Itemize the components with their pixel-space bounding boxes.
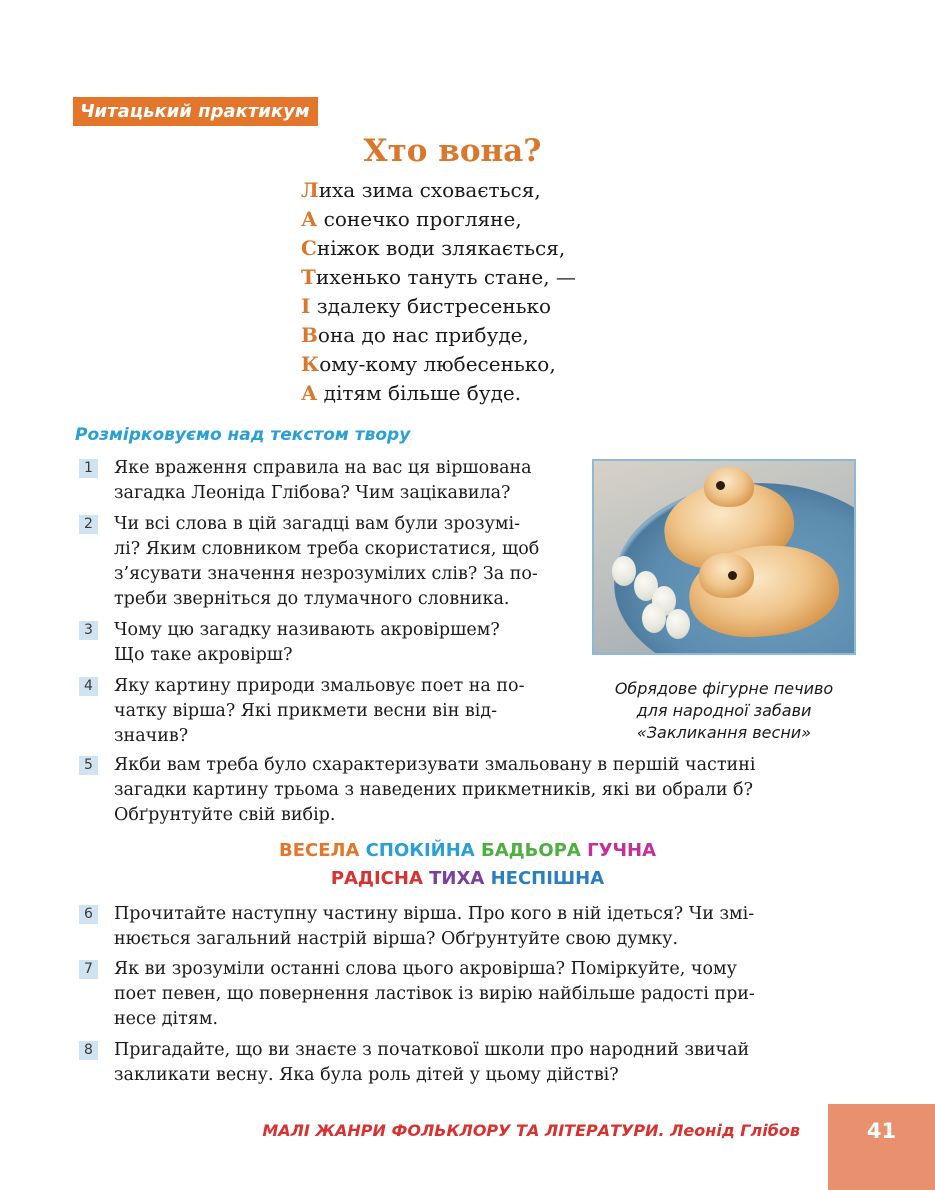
poem (301, 176, 576, 408)
question-number: 2 (79, 515, 98, 534)
adjectives-row (0, 840, 935, 861)
bird-cookie-head (699, 553, 754, 598)
question-number: 1 (79, 459, 98, 478)
section-subheading: Розмірковуємо над текстом твору (75, 425, 411, 445)
question-text: Прочитайте наступну частину вірша. Про кого в ній ідеться? Чи змі- нюється загальний настрій вірша? Обґрунтуйте свою думку. (114, 904, 755, 949)
question-text: Яке враження справила на вас ця віршована загадка Леоніда Глібова? Чим зацікавила? (114, 458, 532, 503)
adjective-word: СПОКІЙНА (365, 840, 475, 861)
question-number: 6 (79, 905, 98, 924)
question-text: Якби вам треба було схарактеризувати змальовану в першій частині загадки картину трьома з наведених прикметників, які ви обрали б? Обґрунтуйте свій вибір. (114, 755, 756, 825)
page-number: 41 (828, 1104, 935, 1190)
poem-line: Тихенько тануть стане, — (301, 265, 576, 289)
adjectives-row (0, 868, 935, 889)
cookies-photo (592, 459, 856, 655)
cookie-eye (728, 571, 737, 580)
photo-caption: Обрядове фігурне печиво для народної забави «Закликання весни» (614, 679, 834, 742)
question-number: 4 (79, 677, 98, 696)
adjective-word: НЕСПІШНА (490, 868, 605, 889)
poem-line: Кому-кому любесенько, (301, 352, 556, 376)
adjective-word: ВЕСЕЛА (278, 840, 360, 861)
poem-title: Хто вона? (363, 133, 542, 169)
question-text: Яку картину природи змальовує поет на по- чатку вірша? Які прикмети весни він від- значив? (114, 676, 525, 746)
poem-line: А сонечко прогляне, (301, 207, 522, 231)
question-number: 8 (79, 1041, 98, 1060)
section-tag: Читацький практикум (73, 97, 318, 126)
question-text: Чи всі слова в цій загадці вам були зрозумі- лі? Яким словником треба скористатися, щоб з’ясувати значення незрозумілих слів? За по- треби зверніться до тлумачного словника. (114, 514, 540, 609)
question-text: Як ви зрозуміли останні слова цього акровірша? Поміркуйте, чому поет певен, що повернення ластівок із вирію найбільше радості при- несе дітям. (114, 959, 755, 1029)
adjective-word: ГУЧНА (587, 840, 656, 861)
poem-line: Лиха зима сховається, (301, 178, 541, 202)
quail-egg (612, 556, 636, 586)
bird-cookie-head (704, 467, 754, 507)
quail-egg (642, 603, 666, 633)
poem-line: Вона до нас прибуде, (301, 323, 529, 347)
poem-line: І здалеку бистресенько (301, 294, 552, 318)
cookie-eye (716, 481, 725, 490)
question-number: 3 (79, 621, 98, 640)
question-number: 7 (79, 960, 98, 979)
poem-line: Сніжок води злякається, (301, 236, 566, 260)
footer-running-title: МАЛІ ЖАНРИ ФОЛЬКЛОРУ ТА ЛІТЕРАТУРИ. Леонід Глібов (262, 1121, 800, 1140)
question-number: 5 (79, 756, 98, 775)
poem-line: А дітям більше буде. (301, 381, 522, 405)
question-text: Пригадайте, що ви знаєте з початкової школи про народний звичай закликати весну. Яка була роль дітей у цьому дійстві? (114, 1040, 750, 1085)
question-text: Чому цю загадку називають акровіршем? Що таке акровірш? (114, 620, 500, 665)
adjective-word: РАДІСНА (330, 868, 423, 889)
adjective-word: ТИХА (429, 868, 485, 889)
adjective-word: БАДЬОРА (481, 840, 581, 861)
quail-egg (666, 609, 690, 639)
